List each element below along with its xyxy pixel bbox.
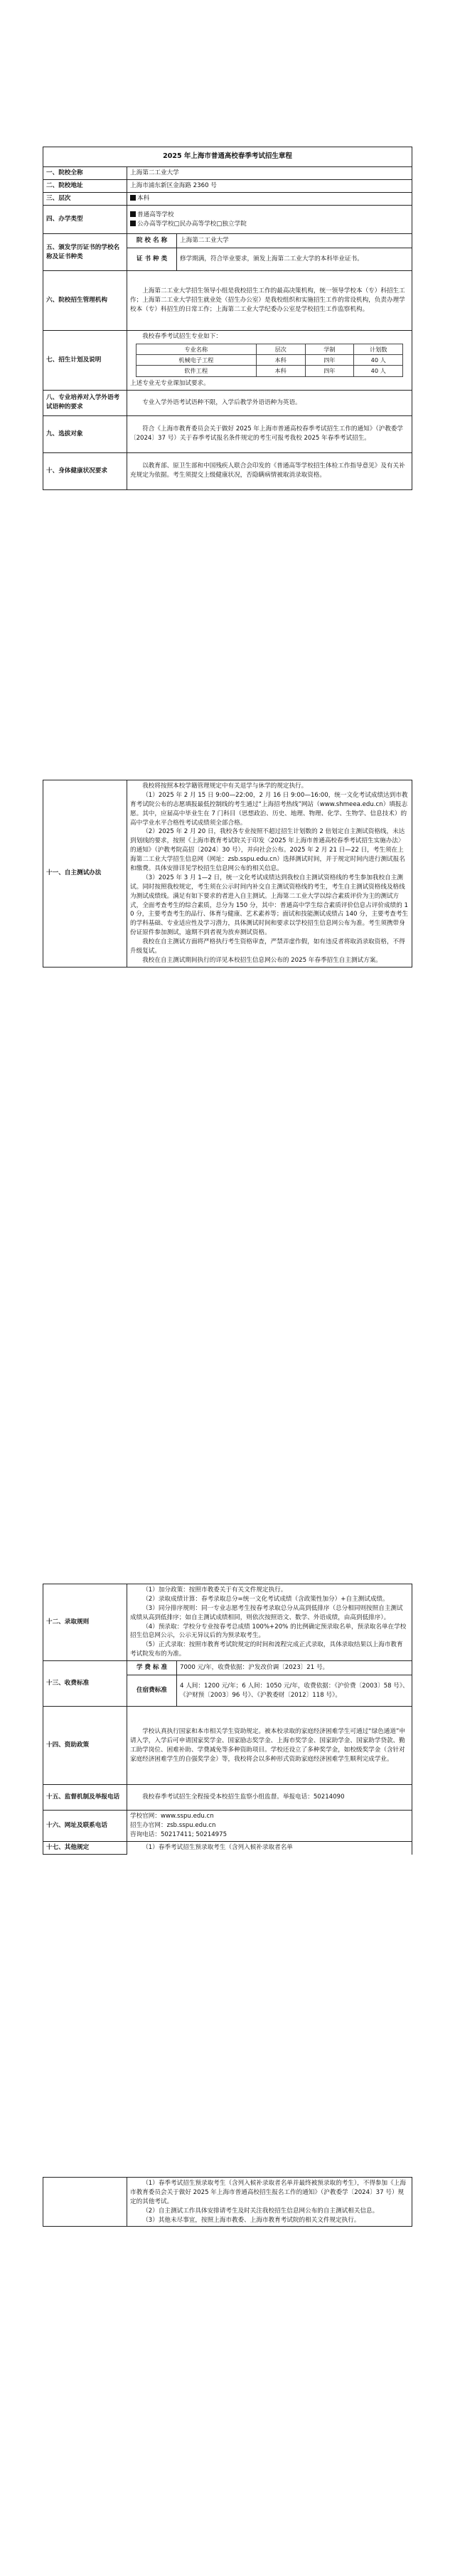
row-label-financial-aid: 十四、资助政策 — [43, 1707, 127, 1785]
self-test-cell — [127, 780, 412, 968]
row-label-other-rules: 十七、其他规定 — [43, 1842, 127, 1855]
supervision-text: 我校春季考试招生全程接受本校招生监察小组监督。举报电话：50214090 — [127, 1785, 412, 1811]
self-test-para-0: 我校将按照本校学籍管理规定中有关退学与休学的规定执行。 — [142, 783, 308, 790]
row-label-address: 二、院校地址 — [43, 180, 127, 193]
row-label-language-requirement: 八、专业培养对入学外语考试语种的要求 — [43, 390, 127, 415]
row-label-school-name: 一、院校全称 — [43, 167, 127, 180]
plan-count: 40 人 — [354, 366, 403, 376]
document-title: 2025 年上海市普通高校春季考试招生章程 — [43, 147, 412, 167]
contacts-cell — [127, 1811, 412, 1842]
plan-header-count: 计划数 — [354, 344, 403, 354]
other-rules-cell — [127, 2178, 412, 2227]
table-row — [136, 366, 402, 376]
sub-label-certificate-type: 证 书 种 类 — [127, 248, 177, 271]
tuition-value: 7000 元/年，收费依据：沪发改价调〔2023〕21 号。 — [177, 1661, 412, 1675]
plan-level: 本科 — [256, 355, 305, 366]
language-requirement-text: 专业入学外语考试语种不限，入学后教学外语语种为英语。 — [127, 390, 412, 415]
row-label-self-test: 十一、自主测试办法 — [43, 780, 127, 968]
admissions-website: 招生办官网：zsb.sspu.edu.cn — [130, 1822, 216, 1830]
other-rules-para-2: （2）自主测试工作具体安排请考生及时关注我校招生信息网公布的自主测试相关信息。 — [142, 2207, 379, 2215]
other-rules-para-1-start: （1）春季考试招生预录取考生（含列入候补录取者名单 — [127, 1842, 412, 1855]
admission-rules-cell — [127, 1584, 412, 1661]
other-rules-para-3: （3）其他未尽事宜，按照上海市教委、上海市教育考试院的相关文件规定执行。 — [142, 2216, 360, 2224]
row-label-admissions-office: 六、院校招生管理机构 — [43, 271, 127, 331]
plan-header-row — [136, 344, 402, 354]
row-label-admission-rules: 十二、录取规则 — [43, 1584, 127, 1661]
row-label-certificate: 五、颁发学历证书的学校名称及证书种类 — [43, 234, 127, 271]
document-page-2 — [0, 719, 455, 1437]
sub-label-dorm: 住宿费标准 — [127, 1675, 177, 1707]
rule-para-2: （2）录取成绩计算：春考录取总分=统一文化考试成绩（含政策性加分）+自主测试成绩。 — [142, 1595, 389, 1603]
plan-major-name: 机械电子工程 — [136, 355, 256, 366]
sub-label-tuition: 学 费 标 准 — [127, 1661, 177, 1675]
charter-table-part-3 — [43, 1584, 412, 1855]
table-row — [136, 355, 402, 366]
plan-table — [136, 344, 403, 377]
self-test-para-5: 我校在自主测试期间执行的详见本校招生信息网公布的 2025 年春季招生自主测试方案。 — [142, 956, 382, 964]
checked-box-icon — [130, 221, 136, 226]
rule-para-1: （1）加分政策：按照市教委关于有关文件规定执行。 — [142, 1586, 287, 1594]
row-label-enrollment-plan: 七、招生计划及说明 — [43, 331, 127, 391]
document-page-4 — [0, 2156, 455, 2576]
charter-table-part-1 — [43, 147, 412, 490]
plan-years: 四年 — [305, 355, 354, 366]
option-private-college: 民办高等学校 — [179, 220, 217, 228]
row-label-applicants: 九、选拔对象 — [43, 415, 127, 452]
row-label-school-type: 四、办学类型 — [43, 206, 127, 234]
financial-aid-text: 学校认真执行国家和本市相关学生资助规定。被本校录取的家庭经济困难学生可通过“绿色通道”申请入学，入学后可申请国家奖学金、国家励志奖学金、上海市奖学金、国家助学金、国家助学贷款、勤工助学岗位、困难补助、学费减免等多种资助项目。学校还设立了多种奖学金，如校级奖学金（含针对家庭经济困难学生的自强奖学金）等，我校将会以多种形式资助家庭经济困难学生顺利完成学业。 — [127, 1707, 412, 1785]
dorm-fee-value: 4 人间：1200 元/年；6 人间：1050 元/年，收费依据：《沪价费〔2003〕58 号》、《沪财预〔2003〕96 号》、《沪教委财〔2012〕118 号》。 — [177, 1675, 412, 1707]
option-independent-college: 独立学院 — [222, 220, 247, 228]
sub-label-school-name: 院 校 名 称 — [127, 234, 177, 248]
enrollment-plan-cell — [127, 331, 412, 391]
admissions-office-text: 上海第二工业大学招生领导小组是我校招生工作的最高决策机构，统一领导学校本（专）科招生工作；上海第二工业大学招生就业处（招生办公室）是我校组织和实施招生工作的常设机构，负责办理学校本（专）科招生的日常工作；上海第二工业大学纪委办公室是学校招生工作监察机构。 — [127, 271, 412, 331]
rule-para-4: （4）预录取：学校分专业按春考总成绩 100%+20% 的比例确定预录取名单，预录取名单在学校招生信息网公示，公示无异议后的为预录取考生。 — [130, 1623, 407, 1640]
plan-years: 四年 — [305, 366, 354, 376]
self-test-para-4: 我校在自主测试方面将严格执行考生资格审查，严禁弄虚作假，如有违反者将取消录取资格，不得升级复试。 — [130, 938, 405, 955]
checked-box-icon — [130, 195, 136, 201]
charter-table-part-4 — [43, 2177, 412, 2227]
plan-header-major: 专业名称 — [136, 344, 256, 354]
certificate-type-value: 修学期满，符合毕业要求，颁发上海第二工业大学的本科毕业证书。 — [177, 248, 412, 271]
other-rules-para-1: （1）春季考试招生预录取考生（含列入候补录取者名单并最终被预录取的考生），不得参加《上海市教育委员会关于做好 2025 年上海市普通高校招生报名工作的通知》（沪教委学〔2024〕37 号）规定的其他考试。 — [130, 2180, 406, 2205]
school-website: 学校官网：www.sspu.edu.cn — [130, 1813, 214, 1820]
plan-major-name: 软件工程 — [136, 366, 256, 376]
self-test-para-3: （3）2025 年 3 月 1—2 日，统一文化考试成绩达到我校自主测试资格线的考生参加我校自主测试。同时按照我校规定，考生须在公示时间内补交自主测试资格线的考生，考生自主测试资格线及格线为测试成绩线。满足有如下要求的者进入自主测试。上海第二工业大学以综合素质评价为主的测试方式，全面考查考生的综合素质，总分为 150 分，其中：普通高中学生综合素质评价信息占评价成绩的 10 分，主要考查考生的品行、体育与健康、艺术素养等；面试和技能测试成绩占 140 分，主要考查考生的学科基础、专业适应性及学习潜力，具体测试时间和要求以学校招生信息网公布为准。考生须携带身份证原件参加测试，逾期不到者视为放弃测试资格。 — [130, 874, 409, 937]
address-value: 上海市浦东新区金海路 2360 号 — [127, 180, 412, 193]
self-test-para-1: （1）2025 年 2 月 15 日 9:00—22:00，2 月 16 日 9:00—16:00，统一文化考试成绩达到市教育考试院公布的志愿填报最低控制线的考生通过“上海招考热线”网站（www.shmeea.edu.cn）填报志愿。其中，应届高中毕业生在 7 门科目（思想政治、历史、地理、物理、化学、生物学、信息技术）的高中学业水平合格性考试成绩须全部合格。 — [130, 791, 408, 827]
row-label-contacts: 十六、网址及联系电话 — [43, 1811, 127, 1842]
applicants-text: 符合《上海市教育委员会关于做好 2025 年上海市普通高校春季考试招生工作的通知》（沪教委学〔2024〕37 号）关于春季考试报名条件规定的考生可报考我校 2025 年春季考试招生。 — [127, 415, 412, 452]
plan-note: 上述专业无专业课加试要求。 — [130, 379, 210, 387]
row-label-health: 十、身体健康状况要求 — [43, 452, 127, 489]
school-name-value: 上海第二工业大学 — [127, 167, 412, 180]
row-label-level: 三、层次 — [43, 193, 127, 206]
row-label-supervision: 十五、监督机制及举报电话 — [43, 1785, 127, 1811]
level-value: 本科 — [127, 193, 412, 206]
row-label-fees: 十三、收费标准 — [43, 1661, 127, 1707]
plan-intro: 我校春季考试招生专业如下： — [142, 333, 222, 340]
document-page-3 — [0, 1437, 455, 2156]
rule-para-5: （5）正式录取：按照市教育考试院规定的时间和流程完成正式录取，具体录取结果以上海市教育考试院发布的为准。 — [130, 1641, 403, 1658]
document-page-1 — [0, 0, 455, 719]
contact-phone: 咨询电话：50217411; 50214975 — [130, 1831, 228, 1839]
rule-para-3: （3）同分排序规则：同一专业志愿考生按春考录取总分从高到低排序（总分相同则按照自主测试成绩从高到低排序；如自主测试成绩相同，则依次按照语文、数学、外语成绩，由高到低排序）。 — [130, 1604, 403, 1621]
plan-header-level: 层次 — [256, 344, 305, 354]
school-type-options: 普通高等学校 公办高等学校□民办高等学校□独立学院 — [127, 206, 412, 234]
health-text: 以教育部、原卫生部和中国残疾人联合会印发的《普通高等学校招生体检工作指导意见》及有关补充规定为依据。考生须提交上级健康状况，否隐瞒病情被取消录取资格。 — [127, 452, 412, 489]
plan-header-years: 学制 — [305, 344, 354, 354]
option-public-college: 公办高等学校 — [137, 220, 174, 228]
charter-table-part-2 — [43, 780, 412, 968]
issuing-school-value: 上海第二工业大学 — [177, 234, 412, 248]
self-test-para-2: （2）2025 年 2 月 20 日，我校各专业按照不超过招生计划数的 2 倍划定自主测试资格线，未达到划线的要求，按照《上海市教育考试院关于印发〈2025 年上海市普通高校春季考试招生实施办法〉的通知》（沪教考院高招〔2024〕30 号），并向社会公布。2025 年 2 月 21 日—22 日，考生须在上海第二工业大学招生信息网（网址：zsb.sspu.edu.cn）选择测试时间，并于规定时间内进行测试报名和缴费。具体安排详见学校招生信息网公布的相关信息。 — [130, 828, 405, 873]
other-rules-label-continued — [43, 2178, 127, 2227]
plan-level: 本科 — [256, 366, 305, 376]
plan-count: 40 人 — [354, 355, 403, 366]
option-regular-college: 普通高等学校 — [137, 211, 174, 218]
checked-box-icon — [130, 211, 136, 217]
